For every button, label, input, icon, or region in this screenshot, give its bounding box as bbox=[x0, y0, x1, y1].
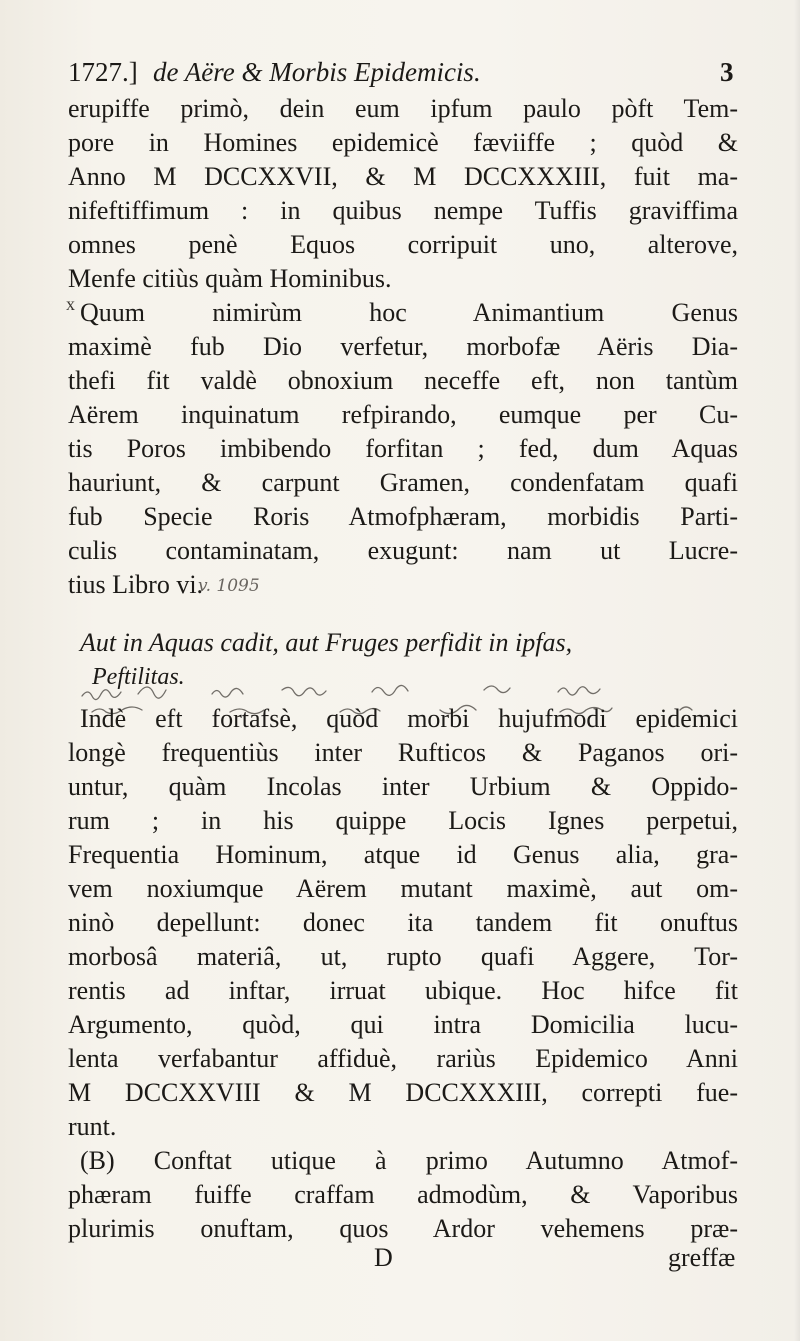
text-line: omnes penè Equos corripuit uno, alterove, bbox=[68, 230, 738, 259]
text-line: Indè eft fortafsè, quòd morbi hujufmodi epidemici bbox=[80, 704, 738, 733]
text-line: Quum nimirùm hoc Animantium Genus bbox=[80, 298, 738, 327]
page-number: 3 bbox=[720, 57, 734, 87]
text-line: hauriunt, & carpunt Gramen, condenfatam quafi bbox=[68, 468, 738, 497]
text-line: tis Poros imbibendo forfitan ; fed, dum Aquas bbox=[68, 434, 738, 463]
text-line: plurimis onuftam, quos Ardor vehemens præ- bbox=[68, 1214, 738, 1243]
text-line: Frequentia Hominum, atque id Genus alia, gra- bbox=[68, 840, 738, 869]
text-line: vem noxiumque Aërem mutant maximè, aut om- bbox=[68, 874, 738, 903]
text-line: runt. bbox=[68, 1112, 117, 1141]
text-line: fub Specie Roris Atmofphæram, morbidis Parti- bbox=[68, 502, 738, 531]
text-line: Argumento, quòd, qui intra Domicilia lucu- bbox=[68, 1010, 738, 1039]
text-line: longè frequentiùs inter Rufticos & Paganos ori- bbox=[68, 738, 738, 767]
text-line: M DCCXXVIII & M DCCXXXIII, correpti fue- bbox=[68, 1078, 738, 1107]
text-line: tius Libro vi. bbox=[68, 570, 204, 599]
margin-mark: x bbox=[66, 294, 75, 314]
text-line: nifeftiffimum : in quibus nempe Tuffis graviffima bbox=[68, 196, 738, 225]
text-line: (B) Conftat utique à primo Autumno Atmof- bbox=[80, 1146, 738, 1175]
text-line: untur, quàm Incolas inter Urbium & Oppido- bbox=[68, 772, 738, 801]
text-line: Aërem inquinatum refpirando, eumque per Cu- bbox=[68, 400, 738, 429]
text-line: Anno M DCCXXVII, & M DCCXXXIII, fuit ma- bbox=[68, 162, 738, 191]
text-line: ninò depellunt: donec ita tandem fit onuftus bbox=[68, 908, 738, 937]
header-year: 1727.] bbox=[68, 57, 138, 87]
text-line: morbosâ materiâ, ut, rupto quafi Aggere, Tor- bbox=[68, 942, 738, 971]
text-line: phæram fuiffe craffam admodùm, & Vaporibus bbox=[68, 1180, 738, 1209]
text-line: pore in Homines epidemicè fæviiffe ; quòd & bbox=[68, 128, 738, 157]
text-line: culis contaminatam, exugunt: nam ut Lucre- bbox=[68, 536, 738, 565]
text-line: Menfe citiùs quàm Hominibus. bbox=[68, 264, 392, 293]
verse-quote: Aut in Aquas cadit, aut Fruges perfidit in ipfas, bbox=[80, 628, 573, 657]
header-title: de Aëre & Morbis Epidemicis. bbox=[153, 57, 481, 87]
text-line: erupiffe primò, dein eum ipfum paulo pòft Tem- bbox=[68, 94, 738, 123]
signature-mark: D bbox=[374, 1243, 393, 1272]
text-line: rum ; in his quippe Locis Ignes perpetui, bbox=[68, 806, 738, 835]
text-line: lenta verfabantur affiduè, rariùs Epidemico Anni bbox=[68, 1044, 738, 1073]
running-header bbox=[68, 54, 768, 90]
page-edge-shadow bbox=[794, 0, 800, 1341]
text-line: rentis ad inftar, irruat ubique. Hoc hifce fit bbox=[68, 976, 738, 1005]
text-line: maximè fub Dio verfetur, morbofæ Aëris Dia- bbox=[68, 332, 738, 361]
text-line: thefi fit valdè obnoxium neceffe eft, non tantùm bbox=[68, 366, 738, 395]
handwritten-line-ref: v. 1095 bbox=[198, 576, 260, 596]
verse-quote: Peftilitas. bbox=[92, 664, 185, 690]
catchword: greffæ bbox=[668, 1243, 736, 1272]
